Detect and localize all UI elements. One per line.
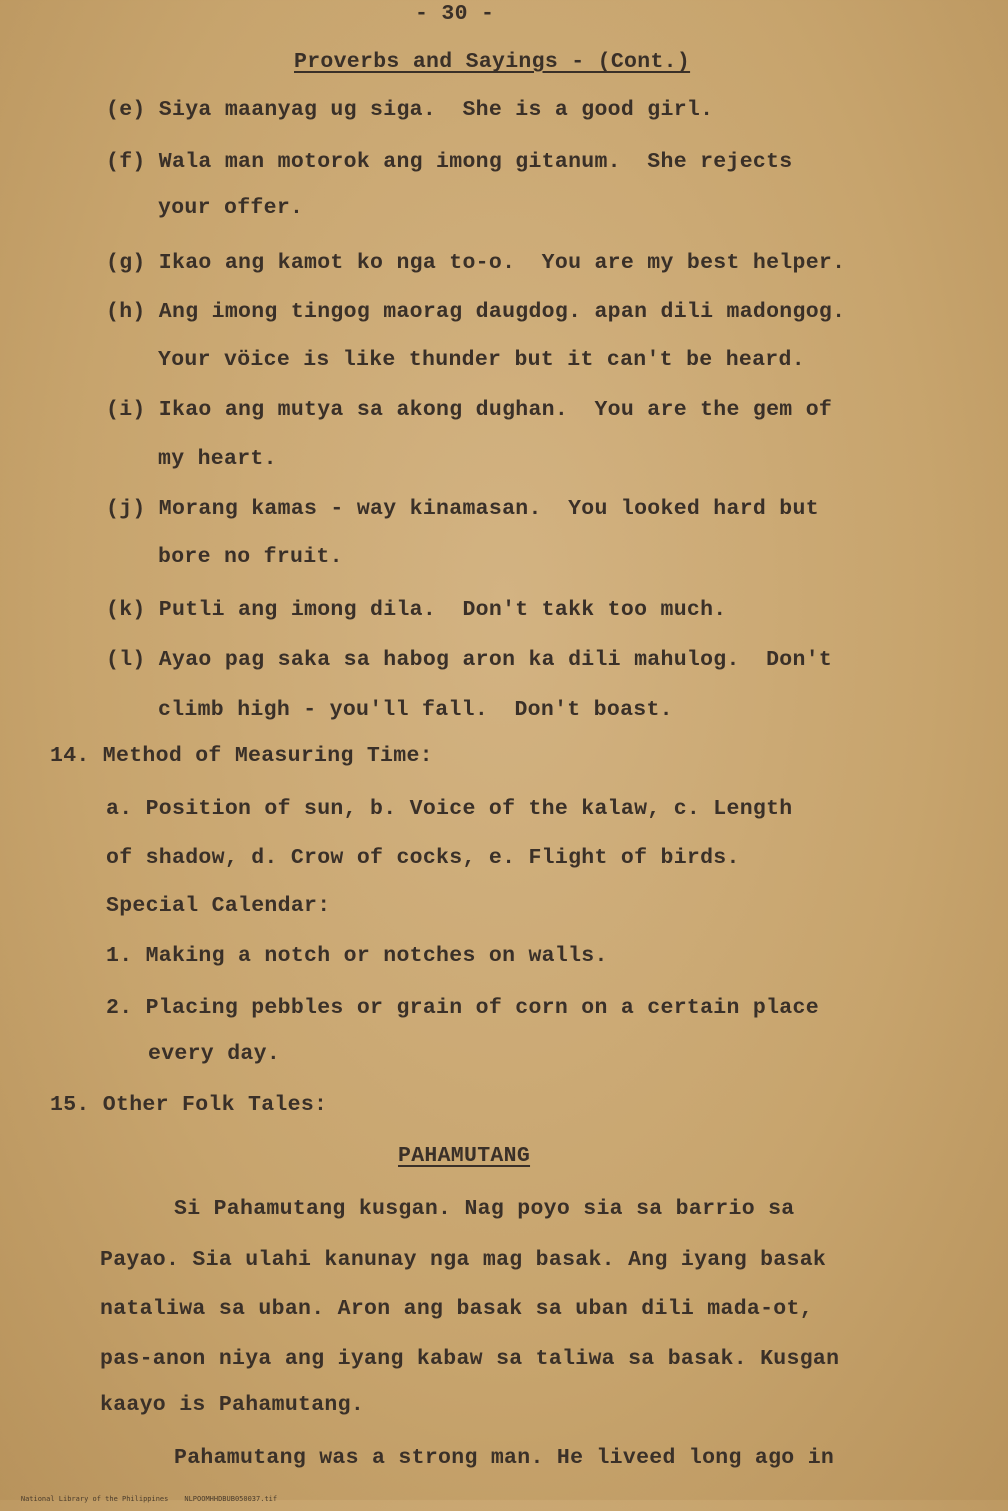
proverb-h: (h) Ang imong tingog maorag daugdog. apan dili madongog. bbox=[106, 300, 846, 324]
story-para2-line-1: Pahamutang was a strong man. He liveed long ago in bbox=[174, 1446, 835, 1470]
section-14-line-2: of shadow, d. Crow of cocks, e. Flight of birds. bbox=[106, 846, 740, 870]
story-para1-line-4: pas-anon niya ang iyang kabaw sa taliwa sa basak. Kusgan bbox=[100, 1347, 840, 1371]
story-title: PAHAMUTANG bbox=[398, 1144, 531, 1168]
calendar-item-2: 2. Placing pebbles or grain of corn on a certain place bbox=[106, 996, 819, 1020]
proverb-l-cont: climb high - you'll fall. Don't boast. bbox=[158, 698, 673, 722]
proverb-i-cont: my heart. bbox=[158, 447, 277, 471]
proverb-i: (i) Ikao ang mutya sa akong dughan. You are the gem of bbox=[106, 398, 833, 422]
section-15-heading: 15. Other Folk Tales: bbox=[50, 1093, 328, 1117]
proverb-f: (f) Wala man motorok ang imong gitanum. She rejects bbox=[106, 150, 793, 174]
footer-file: NLPOOMHHDBUB050037.tif bbox=[184, 1495, 278, 1503]
calendar-item-1: 1. Making a notch or notches on walls. bbox=[106, 944, 608, 968]
section-14-heading: 14. Method of Measuring Time: bbox=[50, 744, 433, 768]
story-para1-line-2: Payao. Sia ulahi kanunay nga mag basak. Ang iyang basak bbox=[100, 1248, 827, 1272]
page-number: - 30 - bbox=[415, 2, 495, 26]
proverb-f-cont: your offer. bbox=[158, 196, 304, 220]
proverb-l: (l) Ayao pag saka sa habog aron ka dili mahulog. Don't bbox=[106, 648, 833, 672]
calendar-item-2-cont: every day. bbox=[148, 1042, 281, 1066]
proverb-j: (j) Morang kamas - way kinamasan. You looked hard but bbox=[106, 497, 819, 521]
proverb-k: (k) Putli ang imong dila. Don't takk too much. bbox=[106, 598, 727, 622]
proverb-g: (g) Ikao ang kamot ko nga to-o. You are my best helper. bbox=[106, 251, 846, 275]
special-calendar-heading: Special Calendar: bbox=[106, 894, 331, 918]
proverb-e: (e) Siya maanyag ug siga. She is a good girl. bbox=[106, 98, 714, 122]
story-para1-line-1: Si Pahamutang kusgan. Nag poyo sia sa barrio sa bbox=[174, 1197, 795, 1221]
story-para1-line-5: kaayo is Pahamutang. bbox=[100, 1393, 365, 1417]
scan-footer bbox=[4, 1487, 293, 1511]
proverb-j-cont: bore no fruit. bbox=[158, 545, 343, 569]
section-14-line-1: a. Position of sun, b. Voice of the kalaw, c. Length bbox=[106, 797, 793, 821]
story-para1-line-3: nataliwa sa uban. Aron ang basak sa uban dili mada-ot, bbox=[100, 1297, 813, 1321]
proverb-h-cont: Your vöice is like thunder but it can't be heard. bbox=[158, 348, 805, 372]
footer-library: National Library of the Philippines bbox=[20, 1495, 169, 1503]
page-title: Proverbs and Sayings - (Cont.) bbox=[294, 50, 691, 74]
